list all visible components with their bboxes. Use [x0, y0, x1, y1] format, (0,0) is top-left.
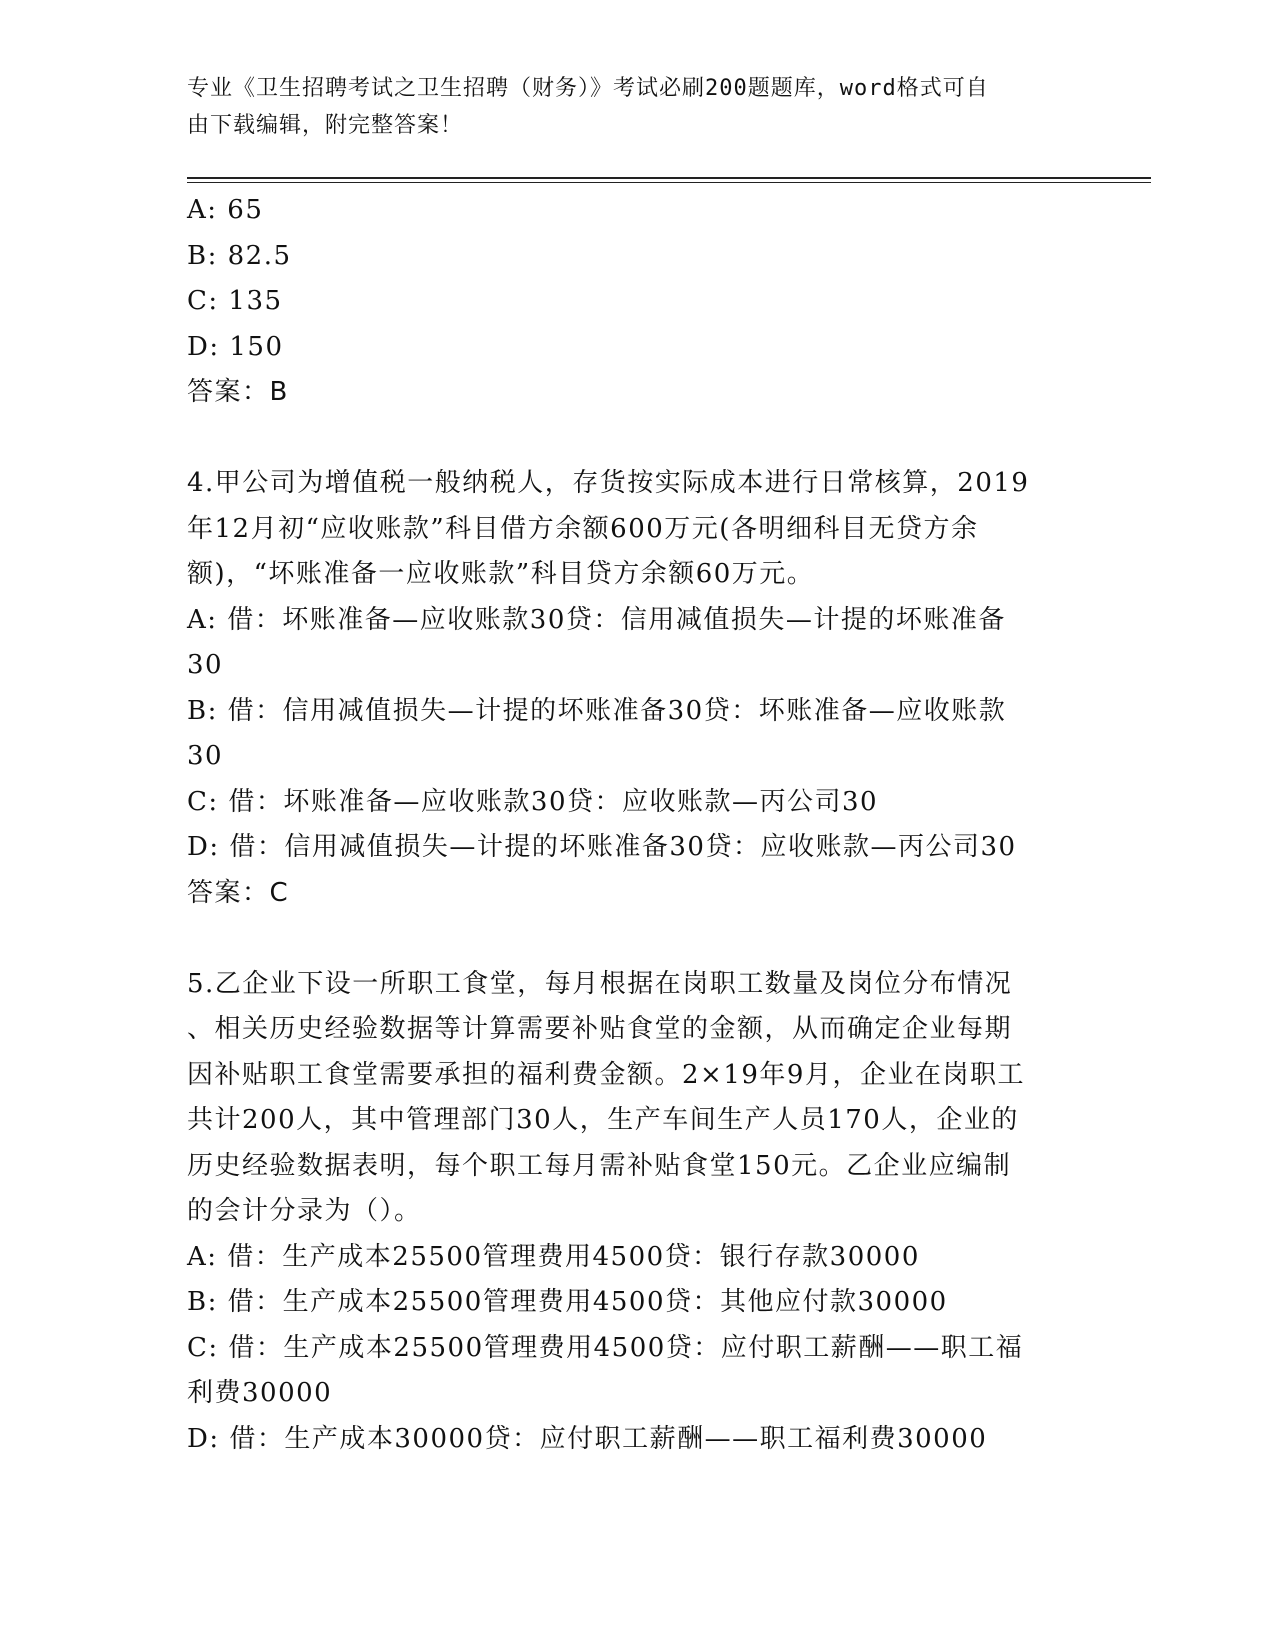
document-body — [187, 188, 1087, 1462]
q3-option-a: A: 65 — [187, 195, 264, 225]
q4-stem-line-2: 年12月初“应收账款”科目借方余额600万元(各明细科目无贷方余 — [187, 513, 979, 544]
q4-answer: 答案：C — [187, 877, 290, 908]
q3-option-c: C: 135 — [187, 286, 283, 316]
q4-option-a-cont: 30 — [187, 650, 224, 680]
q5-stem-line-2: 、相关历史经验数据等计算需要补贴食堂的金额，从而确定企业每期 — [187, 1014, 1013, 1044]
q5-option-a: A: 借：生产成本25500管理费用4500贷：银行存款30000 — [187, 1241, 920, 1272]
q5-stem-line-6: 的会计分录为（）。 — [187, 1196, 422, 1226]
q4-option-b-cont: 30 — [187, 741, 224, 771]
q5-stem-line-3: 因补贴职工食堂需要承担的福利费金额。2×19年9月，企业在岗职工 — [187, 1059, 1025, 1090]
q4-stem-line-3: 额)，“坏账准备一应收账款”科目贷方余额60万元。 — [187, 559, 815, 589]
q5-stem-line-4: 共计200人，其中管理部门30人，生产车间生产人员170人，企业的 — [187, 1105, 1019, 1135]
q5-option-d: D: 借：生产成本30000贷：应付职工薪酬——职工福利费30000 — [187, 1423, 988, 1454]
header-line-1: 专业《卫生招聘考试之卫生招聘（财务）》考试必刷200题题库，word格式可自 — [187, 76, 989, 101]
document-header — [187, 70, 1067, 144]
q4-option-d: D: 借：信用减值损失—计提的坏账准备30贷：应收账款—丙公司30 — [187, 832, 1017, 862]
q3-option-b: B: 82.5 — [187, 240, 292, 271]
q5-stem-line-5: 历史经验数据表明，每个职工每月需补贴食堂150元。乙企业应编制 — [187, 1150, 1012, 1181]
q5-stem-line-1: 5.乙企业下设一所职工食堂，每月根据在岗职工数量及岗位分布情况 — [187, 968, 1013, 999]
q5-option-b: B: 借：生产成本25500管理费用4500贷：其他应付款30000 — [187, 1287, 948, 1317]
header-line-2: 由下载编辑，附完整答案！ — [187, 113, 464, 138]
header-rule-thin — [187, 182, 1151, 183]
spacer — [187, 916, 1087, 962]
q4-option-c: C: 借：坏账准备—应收账款30贷：应收账款—丙公司30 — [187, 786, 879, 817]
q5-option-c: C: 借：生产成本25500管理费用4500贷：应付职工薪酬——职工福 — [187, 1332, 1024, 1363]
question-3 — [187, 188, 1087, 416]
q5-option-c-cont: 利费30000 — [187, 1378, 333, 1408]
spacer — [187, 416, 1087, 462]
q4-option-a: A: 借：坏账准备—应收账款30贷：信用减值损失—计提的坏账准备 — [187, 604, 1006, 635]
q4-stem-line-1: 4.甲公司为增值税一般纳税人，存货按实际成本进行日常核算，2019 — [187, 468, 1030, 498]
header-rule-thick — [187, 177, 1151, 179]
question-5 — [187, 962, 1087, 1463]
question-4 — [187, 461, 1087, 916]
q3-option-d: D: 150 — [187, 331, 284, 362]
q4-option-b: B: 借：信用减值损失—计提的坏账准备30贷：坏账准备—应收账款 — [187, 695, 1007, 726]
q3-answer: 答案：B — [187, 377, 289, 407]
